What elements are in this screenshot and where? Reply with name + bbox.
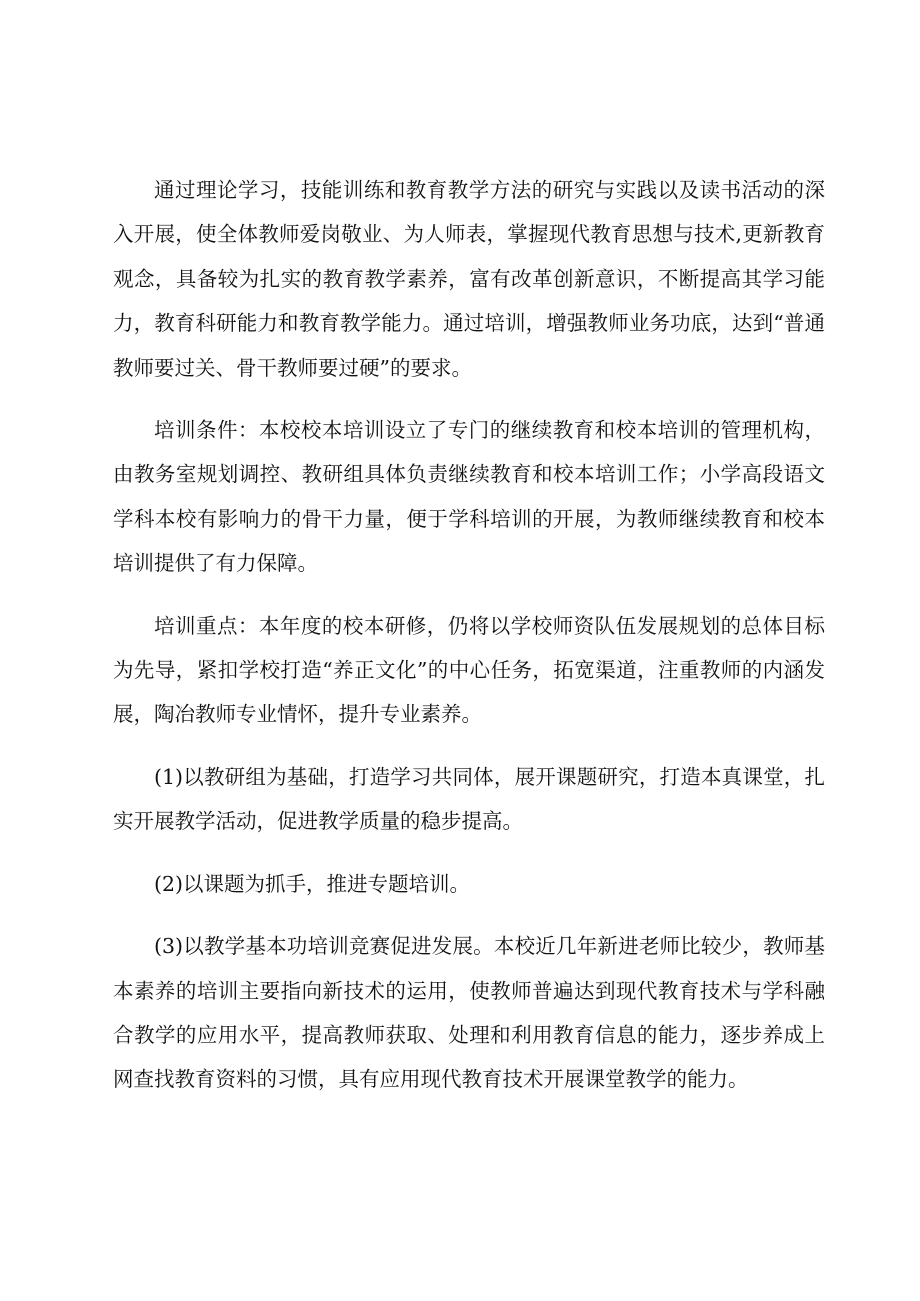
paragraph-focus: 培训重点：本年度的校本研修，仍将以学校师资队伍发展规划的总体目标为先导，紧扣学校打造“养正文化”的中心任务，拓宽渠道，注重教师的内涵发展，陶冶教师专业情怀，提升专业素养。 bbox=[113, 613, 825, 727]
paragraph-goals: 通过理论学习，技能训练和教育教学方法的研究与实践以及读书活动的深入开展，使全体教师爱岗敬业、为人师表，掌握现代教育思想与技术,更新教育观念，具备较为扎实的教育教学素养，富有改革创新意识，不断提高其学习能力，教育科研能力和教育教学能力。通过培训，增强教师业务功底，达到“普通教师要过关、骨干教师要过硬”的要求。 bbox=[113, 178, 825, 380]
document-body bbox=[113, 168, 825, 1120]
paragraph-item-3: (3)以教学基本功培训竞赛促进发展。本校近几年新进老师比较少，教师基本素养的培训主要指向新技术的运用，使教师普遍达到现代教育技术与学科融合教学的应用水平，提高教师获取、处理和利用教育信息的能力，逐步养成上网查找教育资料的习惯，具有应用现代教育技术开展课堂教学的能力。 bbox=[113, 934, 825, 1092]
paragraph-conditions: 培训条件：本校校本培训设立了专门的继续教育和校本培训的管理机构，由教务室规划调控、教研组具体负责继续教育和校本培训工作；小学高段语文学科本校有影响力的骨干力量，便于学科培训的开展，为教师继续教育和校本培训提供了有力保障。 bbox=[113, 418, 825, 576]
paragraph-item-1: (1)以教研组为基础，打造学习共同体，展开课题研究，打造本真课堂，扎实开展教学活动，促进教学质量的稳步提高。 bbox=[113, 764, 825, 834]
paragraph-item-2: (2)以课题为抓手，推进专题培训。 bbox=[154, 871, 471, 896]
